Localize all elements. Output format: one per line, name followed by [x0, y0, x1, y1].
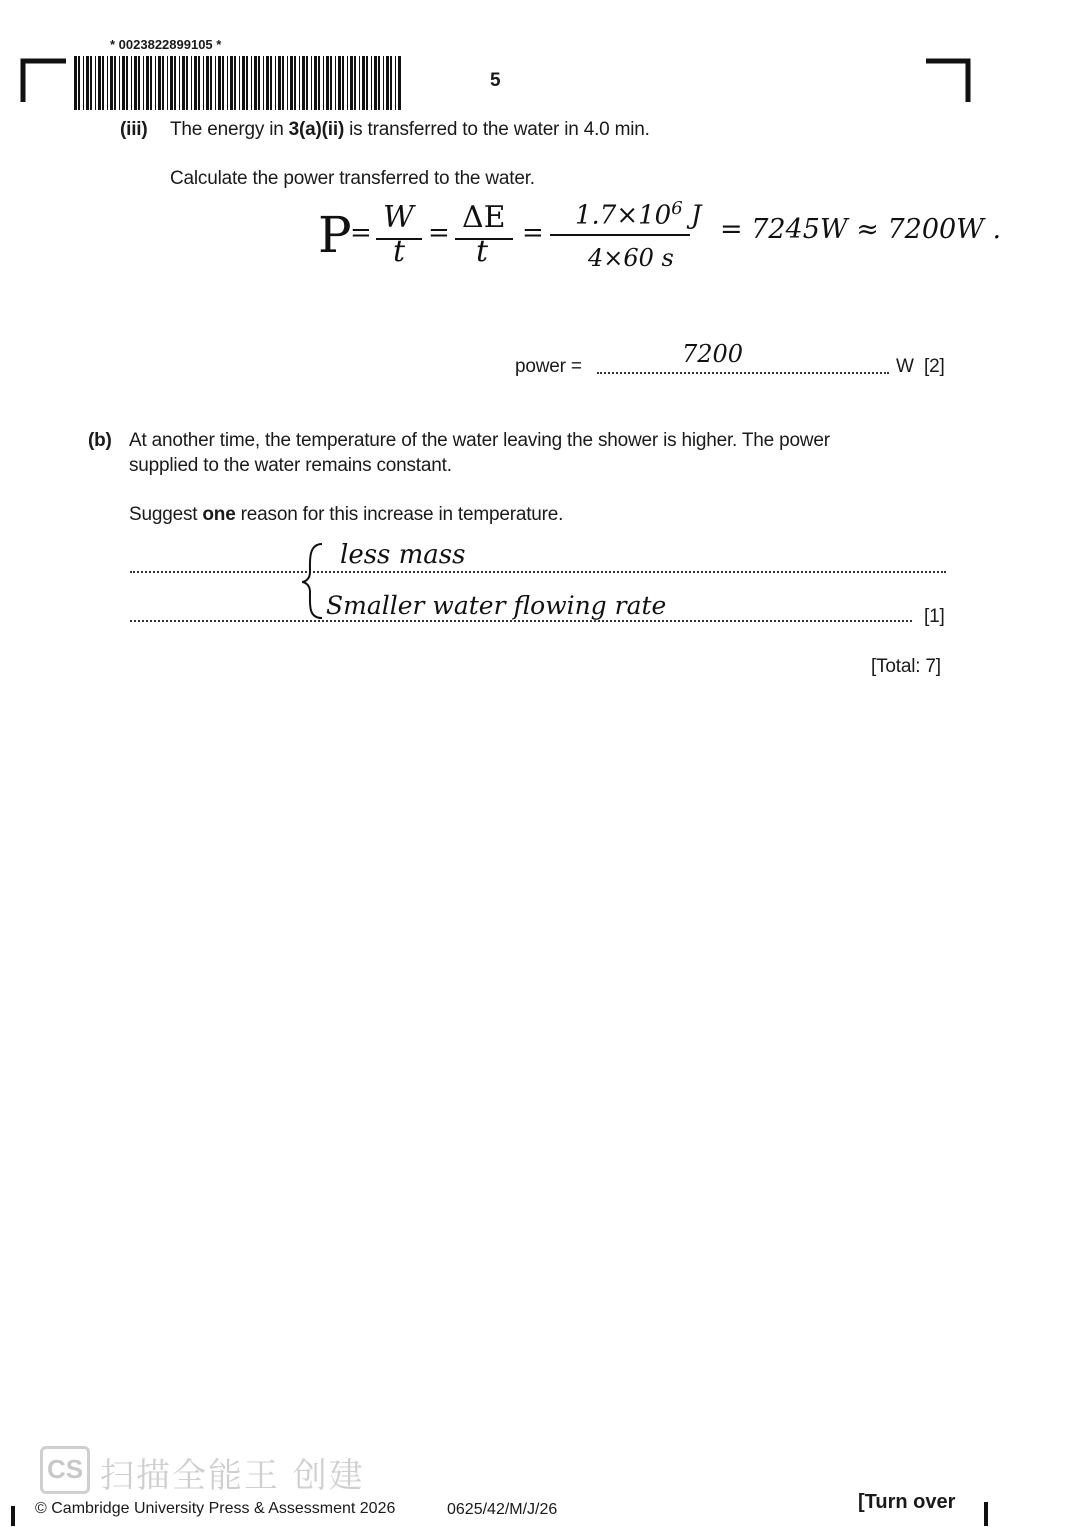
watermark-text: 扫描全能王 创建 [100, 1456, 365, 1496]
barcode-bar [318, 56, 320, 110]
work-energy-exponent: 6 [671, 198, 683, 219]
barcode-bar [179, 56, 180, 110]
barcode-bar [98, 56, 101, 110]
barcode-bar [167, 56, 168, 110]
question-iii-text [170, 119, 650, 141]
barcode-bar [215, 56, 216, 110]
barcode-bar [210, 56, 212, 110]
footer-mark-left [11, 1506, 15, 1526]
answer-line-2 [130, 620, 912, 622]
barcode-bar [287, 56, 288, 110]
work-result: = 7245W ≈ 7200W . [720, 214, 1002, 245]
barcode-bar [155, 56, 156, 110]
barcode-bar [110, 56, 113, 110]
question-b-line-1: At another time, the temperature of the water leaving the shower is higher. The power [129, 430, 830, 451]
work-delta-e: ΔE [462, 200, 506, 235]
barcode-bar [182, 56, 185, 110]
barcode-bar [378, 56, 380, 110]
barcode-bar [294, 56, 296, 110]
barcode-bar [78, 56, 80, 110]
barcode-bar [186, 56, 188, 110]
barcode-bar [342, 56, 344, 110]
barcode-bar [299, 56, 300, 110]
work-eq-3: = [522, 218, 544, 248]
barcode-bar [314, 56, 317, 110]
question-iii-text-post: is transferred to the water in 4.0 min. [344, 119, 650, 140]
work-energy [575, 198, 701, 231]
barcode-bar [143, 56, 144, 110]
barcode-bar [374, 56, 377, 110]
answer-line-1 [130, 571, 946, 573]
answer-b-1: less mass [340, 540, 466, 570]
barcode-bar [158, 56, 161, 110]
barcode-bar [162, 56, 164, 110]
barcode-bar [338, 56, 341, 110]
barcode-bar [230, 56, 233, 110]
barcode-bar [174, 56, 176, 110]
question-b-instr-bold: one [202, 504, 236, 525]
barcode-bar [371, 56, 372, 110]
barcode-bar [383, 56, 384, 110]
barcode-bar [246, 56, 248, 110]
barcode-bar [114, 56, 116, 110]
corner-mark-top-right [924, 58, 974, 104]
barcode-bar [306, 56, 308, 110]
power-unit: W [896, 356, 914, 377]
barcode-bar [119, 56, 120, 110]
barcode-bar [242, 56, 245, 110]
question-label-b: (b) [88, 430, 112, 451]
total-marks: [Total: 7] [871, 656, 941, 677]
work-t-2: t [476, 234, 489, 269]
watermark-logo: CS [40, 1446, 90, 1494]
question-b-instruction [129, 504, 563, 526]
barcode-bar [254, 56, 257, 110]
barcode-bar [146, 56, 149, 110]
barcode-bar [222, 56, 224, 110]
question-iii-text-pre: The energy in [170, 119, 289, 140]
barcode-bar [390, 56, 392, 110]
barcode-bar [263, 56, 264, 110]
question-b-instr-post: reason for this increase in temperature. [235, 504, 564, 525]
work-energy-value: 1.7×10 [575, 200, 672, 231]
barcode-bar [251, 56, 252, 110]
barcode-bar [74, 56, 77, 110]
barcode-bar [191, 56, 192, 110]
question-b-instr-pre: Suggest [129, 504, 203, 525]
barcode-bar [278, 56, 281, 110]
barcode-bar [270, 56, 272, 110]
barcode-bar [227, 56, 228, 110]
barcode-bar [347, 56, 348, 110]
barcode-bar [194, 56, 197, 110]
footer-mark-right [984, 1502, 988, 1526]
barcode-bar [326, 56, 329, 110]
work-t-1: t [393, 234, 406, 269]
barcode-bar [95, 56, 96, 110]
barcode-bar [138, 56, 140, 110]
barcode-bar [311, 56, 312, 110]
barcode-bar [134, 56, 137, 110]
barcode-bar [239, 56, 240, 110]
work-p: P [318, 206, 352, 264]
barcode-bar [275, 56, 276, 110]
barcode-bar [126, 56, 128, 110]
power-label: power = [515, 356, 582, 377]
barcode-bar [131, 56, 132, 110]
barcode-bar [366, 56, 368, 110]
barcode-bar [395, 56, 396, 110]
barcode-bar [107, 56, 108, 110]
answer-b-2: Smaller water flowing rate [326, 591, 667, 620]
barcode-bar [206, 56, 209, 110]
barcode-bar [302, 56, 305, 110]
footer-code: 0625/42/M/J/26 [447, 1501, 558, 1518]
work-time: 4×60 s [588, 244, 674, 272]
marks-iii: [2] [924, 356, 945, 377]
brace-mark [298, 540, 328, 622]
footer-turn-over: [Turn over [858, 1491, 956, 1513]
barcode-bar [282, 56, 284, 110]
barcode-bar [258, 56, 260, 110]
work-eq-1: = [350, 218, 372, 248]
barcode-bar [362, 56, 365, 110]
barcode-bar [290, 56, 293, 110]
barcode-bar [86, 56, 89, 110]
barcode-bar [198, 56, 200, 110]
barcode-bar [150, 56, 152, 110]
barcode-bar [218, 56, 221, 110]
power-answer-value: 7200 [682, 340, 744, 368]
work-eq-2: = [428, 218, 450, 248]
fraction-bar-3 [550, 234, 690, 236]
marks-b: [1] [924, 606, 945, 627]
page-number: 5 [490, 70, 501, 91]
barcode-bar [266, 56, 269, 110]
barcode-bar [386, 56, 389, 110]
barcode-bar [234, 56, 236, 110]
barcode-bar [350, 56, 353, 110]
work-w: W [383, 200, 414, 235]
question-b-line-2: supplied to the water remains constant. [129, 455, 452, 476]
barcode [74, 56, 404, 110]
barcode-bar [359, 56, 360, 110]
barcode-bar [330, 56, 332, 110]
barcode-bar [323, 56, 324, 110]
question-iii-instruction: Calculate the power transferred to the water. [170, 168, 535, 189]
barcode-bar [203, 56, 204, 110]
barcode-bar [90, 56, 92, 110]
barcode-bar [83, 56, 84, 110]
barcode-bar [354, 56, 356, 110]
barcode-bar [335, 56, 336, 110]
work-energy-unit: J [690, 200, 702, 231]
barcode-bar [398, 56, 401, 110]
barcode-bar [170, 56, 173, 110]
barcode-bar [122, 56, 125, 110]
question-iii-ref: 3(a)(ii) [288, 119, 345, 140]
barcode-number: * 0023822899105 * [110, 37, 222, 52]
question-label-iii: (iii) [120, 119, 148, 140]
barcode-bar [102, 56, 104, 110]
power-answer-line [597, 372, 889, 374]
footer-copyright: © Cambridge University Press & Assessment 2026 [35, 1500, 396, 1517]
corner-mark-top-left [20, 58, 70, 104]
